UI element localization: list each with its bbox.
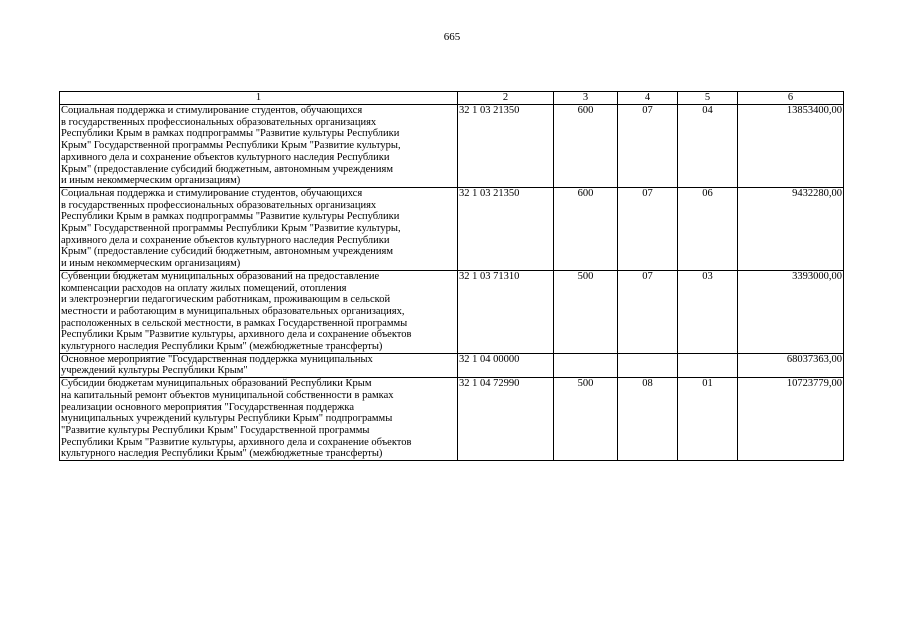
row-amount: 9432280,00	[738, 187, 844, 270]
row-col4	[618, 353, 678, 377]
row-description: Социальная поддержка и стимулирование студентов, обучающихся в государственных профессиональных образовательных организациях Республики Крым в рамках подпрограммы "Развитие культуры Республики Крым" Государственной программы Республики Крым "Развитие культуры, архивного дела и сохранение объектов культурного наследия Республики Крым" (предоставление субсидий бюджетным, автономным учреждениям и иным некоммерческим организациям)	[60, 187, 458, 270]
row-col5: 03	[678, 270, 738, 353]
table-row	[60, 353, 844, 377]
row-col3: 500	[554, 378, 618, 461]
table-row	[60, 270, 844, 353]
table-row	[60, 187, 844, 270]
row-description: Основное мероприятие "Государственная поддержка муниципальных учреждений культуры Республики Крым"	[60, 353, 458, 377]
column-header-6: 6	[738, 92, 844, 105]
row-code: 32 1 04 72990	[458, 378, 554, 461]
row-amount: 13853400,00	[738, 105, 844, 188]
row-amount: 68037363,00	[738, 353, 844, 377]
row-col4: 08	[618, 378, 678, 461]
column-header-3: 3	[554, 92, 618, 105]
row-col5: 04	[678, 105, 738, 188]
table-row	[60, 105, 844, 188]
row-col5: 01	[678, 378, 738, 461]
row-col3	[554, 353, 618, 377]
page-number: 665	[443, 31, 461, 43]
row-col5: 06	[678, 187, 738, 270]
row-col3: 500	[554, 270, 618, 353]
row-description: Социальная поддержка и стимулирование студентов, обучающихся в государственных профессиональных образовательных организациях Республики Крым в рамках подпрограммы "Развитие культуры Республики Крым" Государственной программы Республики Крым "Развитие культуры, архивного дела и сохранение объектов культурного наследия Республики Крым" (предоставление субсидий бюджетным, автономным учреждениям и иным некоммерческим организациям)	[60, 105, 458, 188]
budget-table	[59, 91, 844, 461]
row-code: 32 1 03 21350	[458, 187, 554, 270]
row-col4: 07	[618, 187, 678, 270]
table-row	[60, 378, 844, 461]
row-col3: 600	[554, 105, 618, 188]
row-amount: 3393000,00	[738, 270, 844, 353]
row-code: 32 1 03 21350	[458, 105, 554, 188]
row-col4: 07	[618, 105, 678, 188]
row-description: Субвенции бюджетам муниципальных образований на предоставление компенсации расходов на оплату жилых помещений, отопления и электроэнергии педагогическим работникам, проживающим в сельской местности и работающим в муниципальных образовательных организациях, расположенных в сельской местности, в рамках Государственной программы Республики Крым "Развитие культуры, архивного дела и сохранение объектов культурного наследия Республики Крым" (межбюджетные трансферты)	[60, 270, 458, 353]
row-col4: 07	[618, 270, 678, 353]
row-code: 32 1 04 00000	[458, 353, 554, 377]
row-col5	[678, 353, 738, 377]
column-header-2: 2	[458, 92, 554, 105]
column-header-4: 4	[618, 92, 678, 105]
column-header-1: 1	[60, 92, 458, 105]
row-code: 32 1 03 71310	[458, 270, 554, 353]
column-number-row	[60, 92, 844, 105]
row-amount: 10723779,00	[738, 378, 844, 461]
table-header	[60, 92, 844, 105]
table-body	[60, 105, 844, 461]
row-description: Субсидии бюджетам муниципальных образований Республики Крым на капитальный ремонт объектов муниципальной собственности в рамках реализации основного мероприятия "Государственная поддержка муниципальных учреждений культуры Республики Крым" подпрограммы "Развитие культуры Республики Крым" Государственной программы Республики Крым "Развитие культуры, архивного дела и сохранение объектов культурного наследия Республики Крым" (межбюджетные трансферты)	[60, 378, 458, 461]
column-header-5: 5	[678, 92, 738, 105]
row-col3: 600	[554, 187, 618, 270]
